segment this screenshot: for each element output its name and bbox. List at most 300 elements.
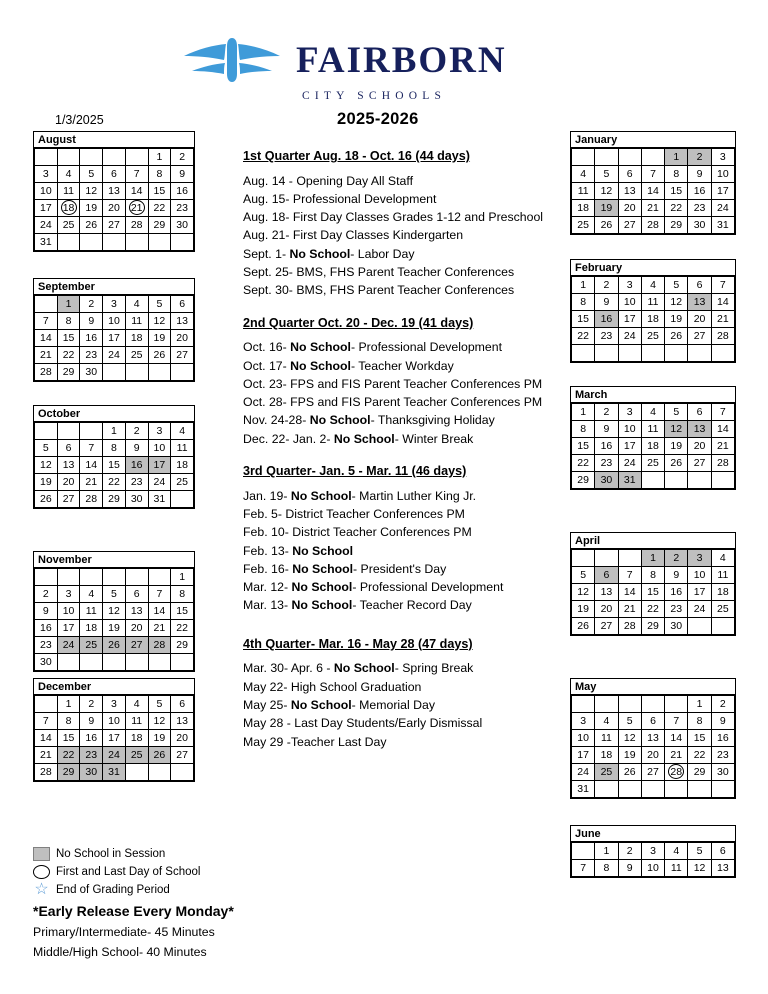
calendar-week-row bbox=[572, 472, 735, 489]
note-text: Aug. 21- First Day Classes Kindergarten bbox=[243, 228, 464, 243]
calendar-day-cell: 12 bbox=[35, 457, 58, 474]
calendar-day-cell: 10 bbox=[57, 603, 80, 620]
calendar-day-cell: 14 bbox=[665, 730, 688, 747]
calendar-june bbox=[570, 825, 736, 878]
legend-item bbox=[33, 845, 333, 862]
calendar-day-cell: 2 bbox=[80, 296, 103, 313]
district-logo bbox=[180, 34, 580, 106]
calendar-day-cell: 26 bbox=[665, 455, 688, 472]
calendar-day-cell: 28 bbox=[80, 491, 103, 508]
calendar-day-cell: 7 bbox=[711, 404, 734, 421]
calendar-week-row bbox=[35, 491, 194, 508]
calendar-day-cell: 29 bbox=[641, 618, 664, 635]
note-text: Sept. 1- bbox=[243, 246, 290, 261]
calendar-day-cell: 24 bbox=[103, 347, 126, 364]
legend-item bbox=[33, 881, 333, 898]
no-school-emphasis: No School bbox=[290, 340, 351, 355]
calendar-day-cell: 17 bbox=[57, 620, 80, 637]
calendar-day-cell: 31 bbox=[711, 217, 734, 234]
calendar-empty-cell bbox=[125, 764, 148, 781]
calendar-day-cell: 25 bbox=[641, 455, 664, 472]
calendar-day-cell: 7 bbox=[35, 713, 58, 730]
calendar-week-row bbox=[35, 654, 194, 671]
calendar-day-cell bbox=[665, 764, 688, 781]
calendar-day-cell: 1 bbox=[148, 149, 171, 166]
calendar-day-cell: 23 bbox=[688, 200, 711, 217]
calendar-day-cell: 3 bbox=[711, 149, 734, 166]
quarter-note-line bbox=[243, 266, 561, 278]
quarter-note-line bbox=[243, 581, 561, 593]
calendar-day-cell: 2 bbox=[595, 277, 618, 294]
calendar-empty-cell bbox=[171, 234, 194, 251]
calendar-day-cell: 24 bbox=[103, 747, 126, 764]
calendar-week-row bbox=[35, 696, 194, 713]
calendar-day-cell: 30 bbox=[595, 472, 618, 489]
calendar-week-row bbox=[35, 730, 194, 747]
legend bbox=[33, 845, 333, 959]
calendar-march bbox=[570, 386, 736, 490]
calendar-empty-cell bbox=[641, 781, 664, 798]
calendar-day-cell: 5 bbox=[103, 586, 126, 603]
calendar-day-cell: 16 bbox=[171, 183, 194, 200]
calendar-week-row bbox=[35, 149, 194, 166]
calendar-day-cell: 30 bbox=[80, 764, 103, 781]
quarter-heading: 1st Quarter Aug. 18 - Oct. 16 (44 days) bbox=[243, 149, 471, 163]
note-text: Aug. 18- First Day Classes Grades 1-12 and Preschool bbox=[243, 210, 544, 225]
calendar-day-cell: 27 bbox=[171, 747, 194, 764]
calendar-day-cell: 13 bbox=[171, 713, 194, 730]
calendar-day-cell: 5 bbox=[80, 166, 103, 183]
calendar-day-cell: 13 bbox=[688, 421, 711, 438]
calendar-day-cell: 1 bbox=[688, 696, 711, 713]
calendar-week-row bbox=[35, 166, 194, 183]
note-text: May 25- bbox=[243, 697, 291, 712]
calendar-week-row bbox=[35, 603, 194, 620]
calendar-day-cell: 5 bbox=[618, 713, 641, 730]
calendar-week-row bbox=[35, 586, 194, 603]
calendar-day-cell: 30 bbox=[688, 217, 711, 234]
note-text: Sept. 30- BMS, FHS Parent Teacher Conferences bbox=[243, 283, 515, 298]
calendar-day-cell: 10 bbox=[618, 421, 641, 438]
calendar-day-cell: 20 bbox=[103, 200, 126, 217]
calendar-day-cell: 10 bbox=[618, 294, 641, 311]
calendar-day-cell: 24 bbox=[57, 637, 80, 654]
calendar-empty-cell bbox=[57, 423, 80, 440]
calendar-week-row bbox=[572, 696, 735, 713]
calendar-day-cell: 20 bbox=[688, 438, 711, 455]
calendar-day-cell: 21 bbox=[148, 620, 171, 637]
calendar-empty-cell bbox=[125, 234, 148, 251]
calendar-day-cell: 25 bbox=[595, 764, 618, 781]
calendar-day-cell: 6 bbox=[125, 586, 148, 603]
calendar-day-cell: 15 bbox=[57, 730, 80, 747]
calendar-day-cell: 27 bbox=[641, 764, 664, 781]
no-school-emphasis: No School bbox=[291, 598, 353, 613]
quarter-heading: 4th Quarter- Mar. 16 - May 28 (47 days) bbox=[243, 636, 473, 651]
calendar-empty-cell bbox=[641, 149, 664, 166]
calendar-day-cell: 3 bbox=[618, 404, 641, 421]
calendar-day-cell: 15 bbox=[148, 183, 171, 200]
section-spacer bbox=[243, 303, 561, 317]
calendar-day-cell: 12 bbox=[572, 584, 595, 601]
calendar-month-title: November bbox=[34, 552, 194, 568]
calendar-day-cell: 25 bbox=[125, 747, 148, 764]
calendar-day-cell: 23 bbox=[80, 347, 103, 364]
calendar-day-cell: 20 bbox=[57, 474, 80, 491]
calendar-empty-cell bbox=[103, 569, 126, 586]
calendar-december bbox=[33, 678, 195, 782]
calendar-day-cell: 14 bbox=[711, 421, 734, 438]
calendar-day-cell: 29 bbox=[57, 764, 80, 781]
calendar-empty-cell bbox=[80, 149, 103, 166]
calendar-day-cell: 23 bbox=[711, 747, 734, 764]
calendar-day-cell: 16 bbox=[688, 183, 711, 200]
calendar-day-cell: 31 bbox=[572, 781, 595, 798]
calendar-empty-cell bbox=[148, 234, 171, 251]
calendar-day-cell: 3 bbox=[103, 696, 126, 713]
calendar-day-cell: 12 bbox=[665, 421, 688, 438]
calendar-day-cell: 6 bbox=[688, 404, 711, 421]
calendar-day-cell: 11 bbox=[125, 713, 148, 730]
calendar-day-cell: 3 bbox=[641, 843, 664, 860]
calendar-day-cell: 8 bbox=[57, 713, 80, 730]
calendar-day-cell: 3 bbox=[148, 423, 171, 440]
calendar-day-cell: 19 bbox=[148, 330, 171, 347]
calendar-day-cell: 15 bbox=[103, 457, 126, 474]
calendar-day-cell: 4 bbox=[125, 296, 148, 313]
calendar-day-cell: 20 bbox=[171, 330, 194, 347]
note-text: Dec. 22- Jan. 2- bbox=[243, 431, 334, 446]
legend-label: End of Grading Period bbox=[56, 883, 170, 896]
calendar-day-cell: 28 bbox=[711, 455, 734, 472]
note-text: - Labor Day bbox=[350, 246, 415, 261]
calendar-day-cell: 2 bbox=[125, 423, 148, 440]
note-text: - Spring Break bbox=[394, 661, 474, 676]
calendar-day-cell: 18 bbox=[595, 747, 618, 764]
calendar-empty-cell bbox=[171, 364, 194, 381]
calendar-day-cell: 24 bbox=[688, 601, 711, 618]
calendar-day-cell: 4 bbox=[641, 404, 664, 421]
calendar-day-cell: 6 bbox=[171, 296, 194, 313]
calendar-empty-cell bbox=[665, 345, 688, 362]
calendar-day-cell: 14 bbox=[641, 183, 664, 200]
calendar-day-cell: 7 bbox=[572, 860, 595, 877]
calendar-empty-cell bbox=[711, 472, 734, 489]
calendar-day-cell: 7 bbox=[641, 166, 664, 183]
calendar-day-cell: 30 bbox=[171, 217, 194, 234]
calendar-day-cell: 13 bbox=[103, 183, 126, 200]
calendar-day-cell: 22 bbox=[665, 200, 688, 217]
calendar-day-cell: 12 bbox=[688, 860, 711, 877]
calendar-day-cell: 29 bbox=[572, 472, 595, 489]
calendar-day-cell: 23 bbox=[35, 637, 58, 654]
calendar-day-cell: 22 bbox=[57, 747, 80, 764]
calendar-day-cell: 3 bbox=[103, 296, 126, 313]
calendar-empty-cell bbox=[57, 569, 80, 586]
calendar-day-cell: 18 bbox=[80, 620, 103, 637]
calendar-empty-cell bbox=[595, 696, 618, 713]
calendar-day-cell: 27 bbox=[103, 217, 126, 234]
calendar-day-cell: 8 bbox=[641, 567, 664, 584]
calendar-day-cell: 21 bbox=[618, 601, 641, 618]
note-text: Oct. 17- bbox=[243, 358, 291, 373]
calendar-day-cell: 15 bbox=[572, 438, 595, 455]
note-text: Oct. 16- bbox=[243, 340, 291, 355]
note-text: Feb. 16- bbox=[243, 561, 293, 576]
calendar-empty-cell bbox=[125, 364, 148, 381]
calendar-day-cell: 23 bbox=[125, 474, 148, 491]
calendar-day-cell: 21 bbox=[665, 747, 688, 764]
calendar-empty-cell bbox=[103, 364, 126, 381]
calendar-day-cell: 19 bbox=[148, 730, 171, 747]
calendar-week-row bbox=[572, 166, 735, 183]
calendar-empty-cell bbox=[35, 423, 58, 440]
calendar-day-cell: 16 bbox=[711, 730, 734, 747]
calendar-empty-cell bbox=[148, 364, 171, 381]
calendar-day-cell: 9 bbox=[171, 166, 194, 183]
calendar-day-cell: 27 bbox=[171, 347, 194, 364]
calendar-day-cell: 2 bbox=[595, 404, 618, 421]
calendar-day-cell: 4 bbox=[711, 550, 734, 567]
document-date: 1/3/2025 bbox=[55, 113, 104, 127]
note-text: May 22- High School Graduation bbox=[243, 679, 422, 694]
calendar-day-cell: 14 bbox=[618, 584, 641, 601]
calendar-day-cell: 21 bbox=[711, 311, 734, 328]
early-release-primary: Primary/Intermediate- 45 Minutes bbox=[33, 925, 215, 939]
quarter-note-line bbox=[243, 599, 561, 611]
note-text: - Teacher Record Day bbox=[352, 598, 472, 613]
note-text: Jan. 19- bbox=[243, 488, 291, 503]
calendar-week-row bbox=[572, 345, 735, 362]
calendar-day-cell: 3 bbox=[57, 586, 80, 603]
calendar-day-cell: 22 bbox=[57, 347, 80, 364]
calendar-empty-cell bbox=[103, 654, 126, 671]
calendar-empty-cell bbox=[618, 696, 641, 713]
calendar-day-cell: 16 bbox=[80, 730, 103, 747]
calendar-day-cell: 15 bbox=[171, 603, 194, 620]
no-school-emphasis: No School bbox=[292, 543, 354, 558]
note-text: - Professional Development bbox=[350, 340, 503, 355]
calendar-day-cell: 24 bbox=[618, 455, 641, 472]
calendar-week-row bbox=[572, 294, 735, 311]
calendar-day-cell: 25 bbox=[572, 217, 595, 234]
calendar-day-cell: 9 bbox=[618, 860, 641, 877]
calendar-day-cell: 25 bbox=[125, 347, 148, 364]
calendar-day-cell: 25 bbox=[711, 601, 734, 618]
calendar-january bbox=[570, 131, 736, 235]
calendar-week-row bbox=[572, 781, 735, 798]
calendar-day-cell: 2 bbox=[618, 843, 641, 860]
note-text: Feb. 13- bbox=[243, 543, 293, 558]
calendar-empty-cell bbox=[595, 550, 618, 567]
calendar-week-row bbox=[572, 550, 735, 567]
calendar-day-cell: 2 bbox=[171, 149, 194, 166]
calendar-empty-cell bbox=[35, 296, 58, 313]
calendar-day-cell: 1 bbox=[572, 404, 595, 421]
quarter-note-line bbox=[243, 508, 561, 520]
calendar-day-cell: 22 bbox=[148, 200, 171, 217]
calendar-day-cell: 26 bbox=[572, 618, 595, 635]
calendar-day-cell: 6 bbox=[595, 567, 618, 584]
calendar-day-cell: 1 bbox=[57, 296, 80, 313]
note-text: May 29 -Teacher Last Day bbox=[243, 734, 387, 749]
calendar-day-cell: 11 bbox=[711, 567, 734, 584]
calendar-week-row bbox=[35, 347, 194, 364]
calendar-week-row bbox=[572, 311, 735, 328]
calendar-day-cell: 26 bbox=[595, 217, 618, 234]
calendar-day-cell: 20 bbox=[641, 747, 664, 764]
section-spacer bbox=[243, 618, 561, 638]
quarter-note-line bbox=[243, 341, 561, 353]
note-text: Aug. 14 - Opening Day All Staff bbox=[243, 173, 413, 188]
calendar-day-cell: 12 bbox=[148, 713, 171, 730]
calendar-day-cell: 4 bbox=[125, 696, 148, 713]
calendar-empty-cell bbox=[711, 618, 734, 635]
calendar-day-cell: 26 bbox=[80, 217, 103, 234]
calendar-day-cell: 24 bbox=[35, 217, 58, 234]
calendar-day-cell: 28 bbox=[35, 364, 58, 381]
calendar-week-row bbox=[35, 569, 194, 586]
calendar-day-cell: 11 bbox=[80, 603, 103, 620]
calendar-week-row bbox=[35, 200, 194, 217]
calendar-day-cell: 5 bbox=[688, 843, 711, 860]
calendar-week-row bbox=[35, 637, 194, 654]
early-release-note: *Early Release Every Monday* bbox=[33, 903, 234, 919]
calendar-may bbox=[570, 678, 736, 799]
calendar-month-title: January bbox=[571, 132, 735, 148]
calendar-day-cell: 18 bbox=[572, 200, 595, 217]
quarter-note-line bbox=[243, 414, 561, 426]
calendar-day-cell: 11 bbox=[641, 421, 664, 438]
calendar-day-cell: 3 bbox=[688, 550, 711, 567]
calendar-day-cell: 4 bbox=[171, 423, 194, 440]
calendar-week-row bbox=[572, 618, 735, 635]
calendar-day-cell: 14 bbox=[35, 330, 58, 347]
calendar-empty-cell bbox=[688, 781, 711, 798]
calendar-empty-cell bbox=[57, 234, 80, 251]
logo-wordmark: FAIRBORN bbox=[296, 39, 507, 81]
eagle-logo-icon bbox=[180, 34, 284, 86]
calendar-day-cell: 24 bbox=[148, 474, 171, 491]
calendar-day-cell: 13 bbox=[171, 313, 194, 330]
calendar-day-cell: 27 bbox=[688, 455, 711, 472]
calendar-day-cell: 2 bbox=[688, 149, 711, 166]
calendar-empty-cell bbox=[618, 149, 641, 166]
calendar-day-cell: 7 bbox=[618, 567, 641, 584]
calendar-day-cell: 8 bbox=[148, 166, 171, 183]
calendar-day-cell: 28 bbox=[125, 217, 148, 234]
calendar-month-title: September bbox=[34, 279, 194, 295]
calendar-day-cell: 10 bbox=[641, 860, 664, 877]
calendar-empty-cell bbox=[35, 569, 58, 586]
calendar-day-cell: 7 bbox=[665, 713, 688, 730]
calendar-day-cell: 19 bbox=[665, 438, 688, 455]
calendar-week-row bbox=[35, 474, 194, 491]
calendar-day-cell bbox=[125, 200, 148, 217]
calendar-day-cell: 11 bbox=[641, 294, 664, 311]
calendar-day-cell: 18 bbox=[641, 438, 664, 455]
calendar-day-cell: 16 bbox=[595, 438, 618, 455]
calendar-day-cell: 9 bbox=[125, 440, 148, 457]
calendar-day-cell: 7 bbox=[125, 166, 148, 183]
calendar-day-cell: 20 bbox=[125, 620, 148, 637]
calendar-day-cell: 15 bbox=[641, 584, 664, 601]
calendar-empty-cell bbox=[641, 472, 664, 489]
calendar-february bbox=[570, 259, 736, 363]
calendar-day-cell: 25 bbox=[57, 217, 80, 234]
calendar-week-row bbox=[572, 149, 735, 166]
calendar-empty-cell bbox=[572, 696, 595, 713]
calendar-day-cell: 30 bbox=[125, 491, 148, 508]
calendar-day-cell: 31 bbox=[35, 234, 58, 251]
quarter-note-line bbox=[243, 736, 561, 748]
calendar-day-cell: 17 bbox=[618, 438, 641, 455]
calendar-day-cell: 5 bbox=[665, 404, 688, 421]
note-text: Oct. 28- FPS and FIS Parent Teacher Conferences PM bbox=[243, 395, 543, 410]
calendar-day-cell: 29 bbox=[688, 764, 711, 781]
quarter-note-line bbox=[243, 681, 561, 693]
calendar-week-row bbox=[572, 183, 735, 200]
no-school-emphasis: No School bbox=[309, 413, 371, 428]
calendar-day-cell: 12 bbox=[665, 294, 688, 311]
calendar-week-row bbox=[572, 438, 735, 455]
calendar-day-cell: 16 bbox=[35, 620, 58, 637]
calendar-day-cell: 13 bbox=[641, 730, 664, 747]
calendar-week-row bbox=[572, 713, 735, 730]
calendar-day-cell: 28 bbox=[618, 618, 641, 635]
calendar-day-cell: 12 bbox=[80, 183, 103, 200]
calendar-day-cell: 13 bbox=[57, 457, 80, 474]
calendar-day-cell: 22 bbox=[103, 474, 126, 491]
calendar-day-cell: 7 bbox=[80, 440, 103, 457]
calendar-empty-cell bbox=[572, 345, 595, 362]
calendar-empty-cell bbox=[171, 654, 194, 671]
calendar-empty-cell bbox=[57, 149, 80, 166]
calendar-day-cell: 11 bbox=[665, 860, 688, 877]
calendar-day-cell bbox=[57, 200, 80, 217]
calendar-week-row bbox=[35, 457, 194, 474]
calendar-day-cell: 29 bbox=[103, 491, 126, 508]
calendar-month-title: February bbox=[571, 260, 735, 276]
calendar-day-cell: 26 bbox=[35, 491, 58, 508]
calendar-day-cell: 3 bbox=[618, 277, 641, 294]
calendar-day-cell: 23 bbox=[665, 601, 688, 618]
calendar-day-cell: 21 bbox=[711, 438, 734, 455]
calendar-week-row bbox=[572, 764, 735, 781]
calendar-week-row bbox=[572, 567, 735, 584]
legend-label: First and Last Day of School bbox=[56, 865, 201, 878]
calendar-week-row bbox=[572, 843, 735, 860]
calendar-empty-cell bbox=[57, 654, 80, 671]
quarter-note-line bbox=[243, 378, 561, 390]
circle-outline-icon: 21 bbox=[129, 200, 145, 215]
calendar-day-cell: 4 bbox=[595, 713, 618, 730]
quarter-note-line bbox=[243, 699, 561, 711]
quarter-note-line bbox=[243, 662, 561, 674]
calendar-day-cell: 20 bbox=[171, 730, 194, 747]
no-school-emphasis: No School bbox=[290, 358, 351, 373]
calendar-day-cell: 11 bbox=[57, 183, 80, 200]
calendar-month-title: June bbox=[571, 826, 735, 842]
calendar-week-row bbox=[35, 296, 194, 313]
calendar-empty-cell bbox=[572, 550, 595, 567]
calendar-august bbox=[33, 131, 195, 252]
calendar-empty-cell bbox=[595, 345, 618, 362]
calendar-day-cell: 1 bbox=[103, 423, 126, 440]
circle-outline-icon bbox=[33, 865, 50, 879]
calendar-day-cell: 9 bbox=[688, 166, 711, 183]
star-icon: ☆ bbox=[34, 881, 49, 898]
